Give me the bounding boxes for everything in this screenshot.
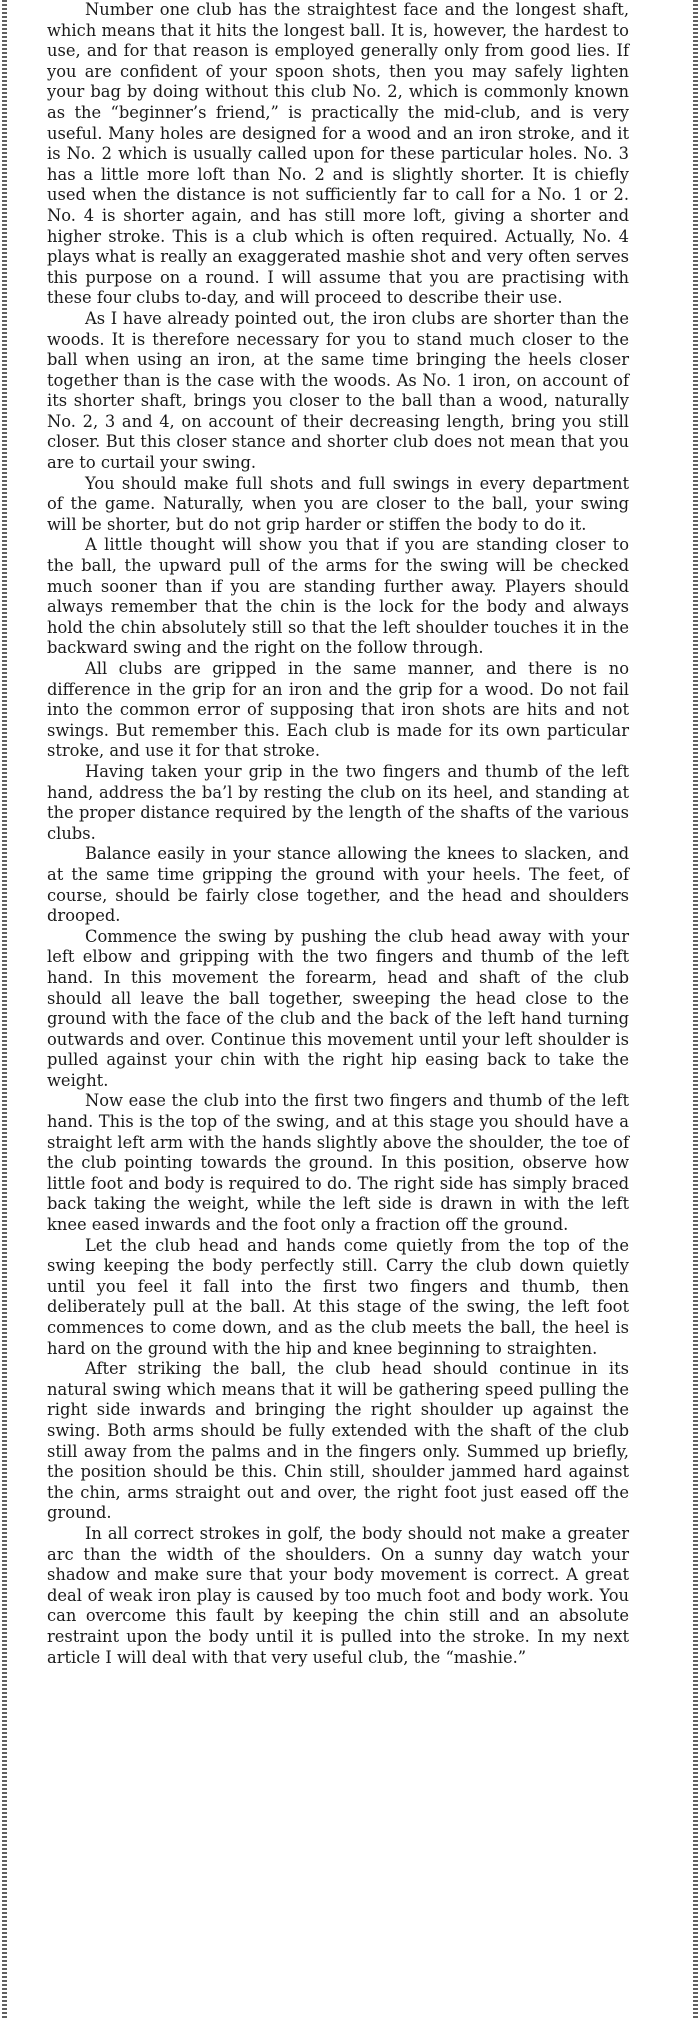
paragraph-full-swings: You should make full shots and full swings in every department of the game. Naturally, when you are closer to the ball, your swing will be shorter, but do not grip harder or stiffen the body to do it. bbox=[47, 473, 629, 534]
paragraph-address: Having taken your grip in the two fingers and thumb of the left hand, address the ba’l by resting the club on its heel, and standing at the proper distance required by the length of the shafts of the various clubs. bbox=[47, 761, 629, 843]
paragraph-balance: Balance easily in your stance allowing the knees to slacken, and at the same time gripping the ground with your heels. The feet, of course, should be fairly close together, and the head and shoulders drooped. bbox=[47, 844, 629, 926]
article-body bbox=[47, 0, 629, 1668]
paragraph-body-arc: In all correct strokes in golf, the body should not make a greater arc than the width of the shoulders. On a sunny day watch your shadow and make sure that your body movement is correct. A great deal of weak iron play is caused by too much foot and body work. You can overcome this fault by keeping the chin still and an absolute restraint upon the body until it is pulled into the stroke. In my next article I will deal with that very useful club, the “mashie.” bbox=[47, 1523, 629, 1667]
paragraph-grip: All clubs are gripped in the same manner, and there is no difference in the grip for an iron and the grip for a wood. Do not fail into the common error of supposing that iron shots are hits and not swings. But remember this. Each club is made for its own particular stroke, and use it for that stroke. bbox=[47, 659, 629, 761]
paragraph-iron-stance: As I have already pointed out, the iron clubs are shorter than the woods. It is therefore necessary for you to stand much closer to the ball when using an iron, at the same time bringing the heels closer together than is the case with the woods. As No. 1 iron, on account of its shorter shaft, brings you closer to the ball than a wood, naturally No. 2, 3 and 4, on account of their decreasing length, bring you still closer. But this closer stance and shorter club does not mean that you are to curtail your swing. bbox=[47, 308, 629, 473]
paragraph-chin-lock: A little thought will show you that if you are standing closer to the ball, the upward pull of the arms for the swing will be checked much sooner than if you are standing further away. Players should always remember that the chin is the lock for the body and always hold the chin absolutely still so that the left shoulder touches it in the backward swing and the right on the follow through. bbox=[47, 535, 629, 658]
paragraph-downswing: Let the club head and hands come quietly from the top of the swing keeping the body perfectly still. Carry the club down quietly until you feel it fall into the first two fingers and thumb, then deliberately pull at the ball. At this stage of the swing, the left foot commences to come down, and as the club meets the ball, the heel is hard on the ground with the hip and knee beginning to straighten. bbox=[47, 1235, 629, 1358]
paragraph-follow-through: After striking the ball, the club head should continue in its natural swing which means that it will be gathering speed pulling the right side inwards and bringing the right shoulder up against the swing. Both arms should be fully extended with the shaft of the club still away from the palms and in the fingers only. Summed up briefly, the position should be this. Chin still, shoulder jammed hard against the chin, arms straight out and over, the right foot just eased off the ground. bbox=[47, 1359, 629, 1523]
right-border-rule bbox=[693, 0, 698, 2018]
paragraph-clubs-overview: Number one club has the straightest face and the longest shaft, which means that it hits the longest ball. It is, however, the hardest to use, and for that reason is employed generally only from good lies. If you are confident of your spoon shots, then you may safely lighten your bag by doing without this club No. 2, which is commonly known as the “beginner’s friend,” is practically the mid-club, and is very useful. Many holes are designed for a wood and an iron stroke, and it is No. 2 which is usually called upon for these particular holes. No. 3 has a little more loft than No. 2 and is slightly shorter. It is chiefly used when the distance is not sufficiently far to call for a No. 1 or 2. No. 4 is shorter again, and has still more loft, giving a shorter and higher stroke. This is a club which is often required. Actually, No. 4 plays what is really an exaggerated mashie shot and very often serves this purpose on a round. I will assume that you are practising with these four clubs to-day, and will proceed to describe their use. bbox=[47, 0, 629, 308]
paragraph-commence-swing: Commence the swing by pushing the club head away with your left elbow and gripping with the two fingers and thumb of the left hand. In this movement the forearm, head and shaft of the club should all leave the ball together, sweeping the head close to the ground with the face of the club and the back of the left hand turning outwards and over. Continue this movement until your left shoulder is pulled against your chin with the right hip easing back to take the weight. bbox=[47, 926, 629, 1090]
left-border-rule bbox=[2, 0, 7, 2018]
paragraph-top-of-swing: Now ease the club into the first two fingers and thumb of the left hand. This is the top of the swing, and at this stage you should have a straight left arm with the hands slightly above the shoulder, the toe of the club pointing towards the ground. In this position, observe how little foot and body is required to do. The right side has simply braced back taking the weight, while the left side is drawn in with the left knee eased inwards and the foot only a fraction off the ground. bbox=[47, 1091, 629, 1235]
